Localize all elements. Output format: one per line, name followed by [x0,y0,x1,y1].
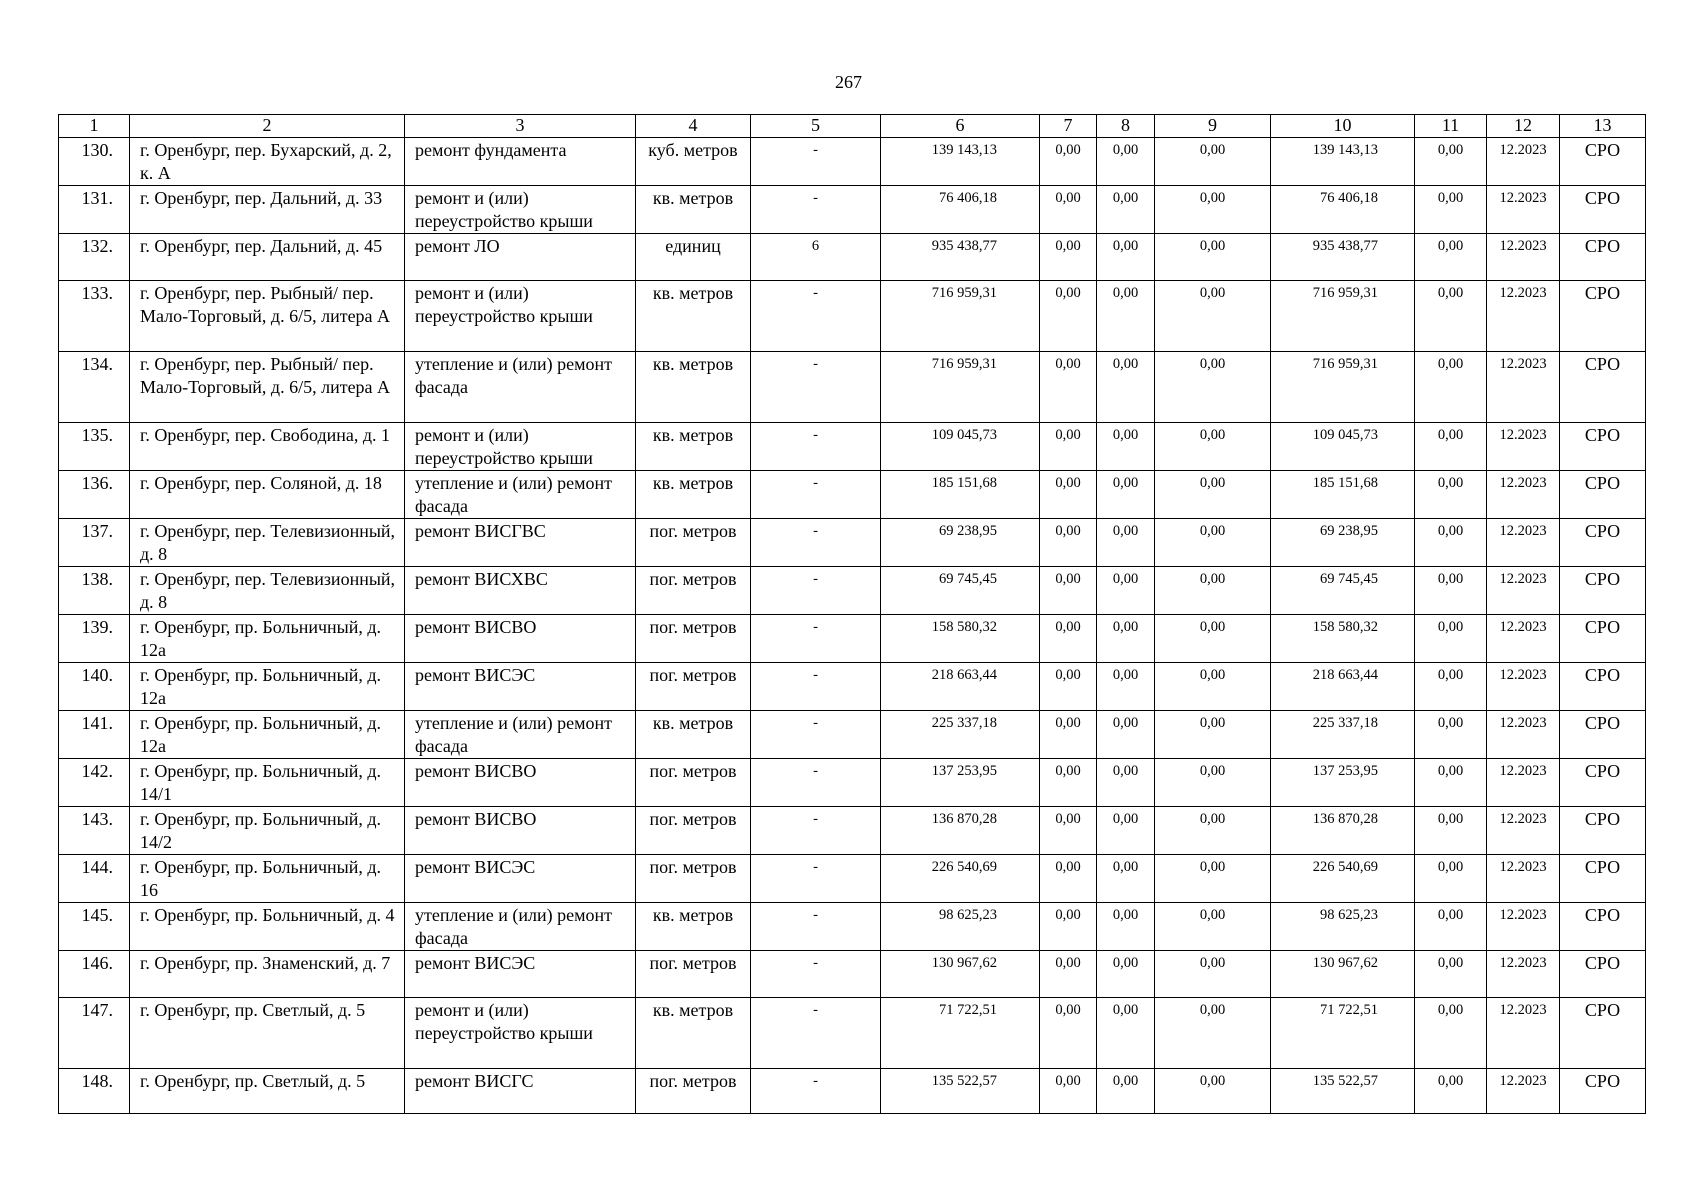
completion-date-cell: 12.2023 [1487,855,1560,903]
fund-cell: 0,00 [1097,855,1155,903]
row-number: 145. [59,903,130,951]
fund-cell: 0,00 [1097,998,1155,1069]
total-cost-cell: 130 967,62 [881,951,1040,998]
fund-cell: 0,00 [1040,519,1097,567]
regional-fund-cell: 109 045,73 [1271,423,1415,471]
owner-funds-cell: 0,00 [1415,138,1487,186]
regional-fund-cell: 139 143,13 [1271,138,1415,186]
unit-cell: кв. метров [636,423,751,471]
fund-cell: 0,00 [1040,234,1097,281]
address-cell: г. Оренбург, пр. Больничный, д. 4 [130,903,405,951]
column-header: 1 [59,115,130,138]
quantity-cell: - [751,615,881,663]
regional-fund-cell: 158 580,32 [1271,615,1415,663]
work-schedule-table [58,114,1646,1114]
work-type-cell: ремонт и (или) переустройство крыши [405,998,636,1069]
table-row [59,711,1646,759]
total-cost-cell: 218 663,44 [881,663,1040,711]
work-type-cell: утепление и (или) ремонт фасада [405,471,636,519]
fund-cell: 0,00 [1040,711,1097,759]
total-cost-cell: 98 625,23 [881,903,1040,951]
address-cell: г. Оренбург, пер. Телевизионный, д. 8 [130,567,405,615]
regional-fund-cell: 137 253,95 [1271,759,1415,807]
regional-fund-cell: 69 238,95 [1271,519,1415,567]
total-cost-cell: 225 337,18 [881,711,1040,759]
row-number: 132. [59,234,130,281]
table-row [59,1069,1646,1114]
total-cost-cell: 139 143,13 [881,138,1040,186]
fund-cell: 0,00 [1155,234,1271,281]
completion-date-cell: 12.2023 [1487,471,1560,519]
table-row [59,998,1646,1069]
address-cell: г. Оренбург, пер. Рыбный/ пер. Мало-Торговый, д. 6/5, литера А [130,281,405,352]
row-number: 148. [59,1069,130,1114]
table-row [59,234,1646,281]
unit-cell: пог. метров [636,951,751,998]
page-number: 267 [835,72,862,92]
work-type-cell: ремонт ВИСЭС [405,663,636,711]
quantity-cell: - [751,663,881,711]
fund-cell: 0,00 [1097,519,1155,567]
fund-cell: 0,00 [1097,951,1155,998]
work-type-cell: ремонт и (или) переустройство крыши [405,281,636,352]
table-row [59,423,1646,471]
completion-date-cell: 12.2023 [1487,663,1560,711]
fund-cell: 0,00 [1155,663,1271,711]
address-cell: г. Оренбург, пр. Больничный, д. 12а [130,615,405,663]
fund-cell: 0,00 [1040,951,1097,998]
owner-funds-cell: 0,00 [1415,855,1487,903]
method-cell: СРО [1560,855,1646,903]
total-cost-cell: 935 438,77 [881,234,1040,281]
method-cell: СРО [1560,567,1646,615]
fund-cell: 0,00 [1097,234,1155,281]
method-cell: СРО [1560,519,1646,567]
table-row [59,352,1646,423]
row-number: 142. [59,759,130,807]
owner-funds-cell: 0,00 [1415,234,1487,281]
total-cost-cell: 137 253,95 [881,759,1040,807]
unit-cell: пог. метров [636,567,751,615]
fund-cell: 0,00 [1097,471,1155,519]
table-row [59,138,1646,186]
table-row [59,615,1646,663]
completion-date-cell: 12.2023 [1487,1069,1560,1114]
regional-fund-cell: 226 540,69 [1271,855,1415,903]
regional-fund-cell: 69 745,45 [1271,567,1415,615]
owner-funds-cell: 0,00 [1415,951,1487,998]
method-cell: СРО [1560,951,1646,998]
work-type-cell: ремонт ВИСХВС [405,567,636,615]
regional-fund-cell: 71 722,51 [1271,998,1415,1069]
fund-cell: 0,00 [1040,471,1097,519]
column-header: 4 [636,115,751,138]
table-row [59,759,1646,807]
quantity-cell: - [751,138,881,186]
regional-fund-cell: 98 625,23 [1271,903,1415,951]
quantity-cell: - [751,759,881,807]
fund-cell: 0,00 [1155,855,1271,903]
quantity-cell: - [751,855,881,903]
column-header: 11 [1415,115,1487,138]
method-cell: СРО [1560,186,1646,234]
quantity-cell: - [751,471,881,519]
fund-cell: 0,00 [1155,951,1271,998]
completion-date-cell: 12.2023 [1487,281,1560,352]
row-number: 139. [59,615,130,663]
fund-cell: 0,00 [1040,759,1097,807]
fund-cell: 0,00 [1097,615,1155,663]
fund-cell: 0,00 [1097,663,1155,711]
owner-funds-cell: 0,00 [1415,711,1487,759]
fund-cell: 0,00 [1155,807,1271,855]
address-cell: г. Оренбург, пр. Больничный, д. 14/1 [130,759,405,807]
table-row [59,471,1646,519]
method-cell: СРО [1560,1069,1646,1114]
total-cost-cell: 716 959,31 [881,352,1040,423]
work-type-cell: ремонт и (или) переустройство крыши [405,423,636,471]
fund-cell: 0,00 [1040,281,1097,352]
address-cell: г. Оренбург, пер. Дальний, д. 33 [130,186,405,234]
row-number: 136. [59,471,130,519]
completion-date-cell: 12.2023 [1487,519,1560,567]
fund-cell: 0,00 [1155,519,1271,567]
owner-funds-cell: 0,00 [1415,1069,1487,1114]
work-type-cell: утепление и (или) ремонт фасада [405,711,636,759]
fund-cell: 0,00 [1155,471,1271,519]
row-number: 134. [59,352,130,423]
unit-cell: кв. метров [636,711,751,759]
owner-funds-cell: 0,00 [1415,807,1487,855]
row-number: 143. [59,807,130,855]
regional-fund-cell: 716 959,31 [1271,281,1415,352]
unit-cell: пог. метров [636,663,751,711]
quantity-cell: - [751,807,881,855]
quantity-cell: - [751,281,881,352]
owner-funds-cell: 0,00 [1415,615,1487,663]
total-cost-cell: 69 238,95 [881,519,1040,567]
fund-cell: 0,00 [1097,711,1155,759]
fund-cell: 0,00 [1040,352,1097,423]
fund-cell: 0,00 [1097,903,1155,951]
completion-date-cell: 12.2023 [1487,186,1560,234]
regional-fund-cell: 225 337,18 [1271,711,1415,759]
column-header: 6 [881,115,1040,138]
quantity-cell: - [751,711,881,759]
method-cell: СРО [1560,471,1646,519]
method-cell: СРО [1560,234,1646,281]
completion-date-cell: 12.2023 [1487,998,1560,1069]
table-row [59,186,1646,234]
method-cell: СРО [1560,423,1646,471]
completion-date-cell: 12.2023 [1487,759,1560,807]
total-cost-cell: 76 406,18 [881,186,1040,234]
regional-fund-cell: 716 959,31 [1271,352,1415,423]
method-cell: СРО [1560,998,1646,1069]
regional-fund-cell: 185 151,68 [1271,471,1415,519]
method-cell: СРО [1560,903,1646,951]
fund-cell: 0,00 [1155,138,1271,186]
work-type-cell: ремонт и (или) переустройство крыши [405,186,636,234]
work-type-cell: ремонт ВИСЭС [405,951,636,998]
owner-funds-cell: 0,00 [1415,998,1487,1069]
unit-cell: единиц [636,234,751,281]
fund-cell: 0,00 [1040,903,1097,951]
completion-date-cell: 12.2023 [1487,903,1560,951]
unit-cell: кв. метров [636,471,751,519]
work-type-cell: утепление и (или) ремонт фасада [405,903,636,951]
table-row [59,663,1646,711]
total-cost-cell: 69 745,45 [881,567,1040,615]
method-cell: СРО [1560,352,1646,423]
address-cell: г. Оренбург, пр. Светлый, д. 5 [130,1069,405,1114]
total-cost-cell: 135 522,57 [881,1069,1040,1114]
unit-cell: куб. метров [636,138,751,186]
work-type-cell: ремонт ЛО [405,234,636,281]
fund-cell: 0,00 [1040,855,1097,903]
quantity-cell: - [751,519,881,567]
column-header: 3 [405,115,636,138]
completion-date-cell: 12.2023 [1487,711,1560,759]
row-number: 133. [59,281,130,352]
fund-cell: 0,00 [1097,138,1155,186]
completion-date-cell: 12.2023 [1487,138,1560,186]
unit-cell: кв. метров [636,281,751,352]
fund-cell: 0,00 [1155,615,1271,663]
fund-cell: 0,00 [1097,807,1155,855]
work-type-cell: ремонт ВИСГС [405,1069,636,1114]
fund-cell: 0,00 [1097,759,1155,807]
quantity-cell: - [751,352,881,423]
address-cell: г. Оренбург, пер. Свободина, д. 1 [130,423,405,471]
row-number: 138. [59,567,130,615]
quantity-cell: 6 [751,234,881,281]
unit-cell: кв. метров [636,352,751,423]
regional-fund-cell: 130 967,62 [1271,951,1415,998]
owner-funds-cell: 0,00 [1415,759,1487,807]
fund-cell: 0,00 [1040,615,1097,663]
work-type-cell: ремонт ВИСВО [405,807,636,855]
column-header: 13 [1560,115,1646,138]
owner-funds-cell: 0,00 [1415,423,1487,471]
column-header: 12 [1487,115,1560,138]
owner-funds-cell: 0,00 [1415,471,1487,519]
column-header: 9 [1155,115,1271,138]
total-cost-cell: 109 045,73 [881,423,1040,471]
fund-cell: 0,00 [1097,186,1155,234]
regional-fund-cell: 935 438,77 [1271,234,1415,281]
row-number: 135. [59,423,130,471]
table-row [59,519,1646,567]
table-row [59,567,1646,615]
total-cost-cell: 158 580,32 [881,615,1040,663]
unit-cell: кв. метров [636,186,751,234]
row-number: 144. [59,855,130,903]
column-header: 5 [751,115,881,138]
unit-cell: пог. метров [636,807,751,855]
quantity-cell: - [751,1069,881,1114]
fund-cell: 0,00 [1155,759,1271,807]
method-cell: СРО [1560,711,1646,759]
table-row [59,903,1646,951]
completion-date-cell: 12.2023 [1487,807,1560,855]
address-cell: г. Оренбург, пер. Рыбный/ пер. Мало-Торговый, д. 6/5, литера А [130,352,405,423]
owner-funds-cell: 0,00 [1415,352,1487,423]
fund-cell: 0,00 [1040,998,1097,1069]
fund-cell: 0,00 [1040,138,1097,186]
regional-fund-cell: 218 663,44 [1271,663,1415,711]
fund-cell: 0,00 [1155,998,1271,1069]
fund-cell: 0,00 [1155,567,1271,615]
unit-cell: пог. метров [636,519,751,567]
total-cost-cell: 71 722,51 [881,998,1040,1069]
fund-cell: 0,00 [1155,1069,1271,1114]
quantity-cell: - [751,998,881,1069]
address-cell: г. Оренбург, пр. Больничный, д. 12а [130,711,405,759]
completion-date-cell: 12.2023 [1487,951,1560,998]
fund-cell: 0,00 [1097,567,1155,615]
column-header: 10 [1271,115,1415,138]
address-cell: г. Оренбург, пр. Знаменский, д. 7 [130,951,405,998]
row-number: 146. [59,951,130,998]
work-type-cell: ремонт ВИСВО [405,615,636,663]
quantity-cell: - [751,186,881,234]
fund-cell: 0,00 [1155,423,1271,471]
address-cell: г. Оренбург, пр. Светлый, д. 5 [130,998,405,1069]
unit-cell: кв. метров [636,903,751,951]
method-cell: СРО [1560,807,1646,855]
regional-fund-cell: 76 406,18 [1271,186,1415,234]
owner-funds-cell: 0,00 [1415,663,1487,711]
completion-date-cell: 12.2023 [1487,615,1560,663]
total-cost-cell: 185 151,68 [881,471,1040,519]
completion-date-cell: 12.2023 [1487,234,1560,281]
owner-funds-cell: 0,00 [1415,186,1487,234]
work-type-cell: ремонт ВИСГВС [405,519,636,567]
table-body [59,138,1646,1114]
row-number: 140. [59,663,130,711]
fund-cell: 0,00 [1097,281,1155,352]
total-cost-cell: 716 959,31 [881,281,1040,352]
regional-fund-cell: 136 870,28 [1271,807,1415,855]
quantity-cell: - [751,423,881,471]
address-cell: г. Оренбург, пер. Дальний, д. 45 [130,234,405,281]
address-cell: г. Оренбург, пер. Бухарский, д. 2, к. А [130,138,405,186]
address-cell: г. Оренбург, пр. Больничный, д. 12а [130,663,405,711]
completion-date-cell: 12.2023 [1487,567,1560,615]
quantity-cell: - [751,567,881,615]
fund-cell: 0,00 [1040,567,1097,615]
unit-cell: пог. метров [636,759,751,807]
unit-cell: пог. метров [636,855,751,903]
quantity-cell: - [751,903,881,951]
fund-cell: 0,00 [1040,186,1097,234]
quantity-cell: - [751,951,881,998]
owner-funds-cell: 0,00 [1415,903,1487,951]
row-number: 141. [59,711,130,759]
method-cell: СРО [1560,663,1646,711]
unit-cell: пог. метров [636,615,751,663]
fund-cell: 0,00 [1155,186,1271,234]
total-cost-cell: 226 540,69 [881,855,1040,903]
method-cell: СРО [1560,281,1646,352]
method-cell: СРО [1560,759,1646,807]
fund-cell: 0,00 [1097,1069,1155,1114]
method-cell: СРО [1560,138,1646,186]
fund-cell: 0,00 [1155,711,1271,759]
row-number: 130. [59,138,130,186]
completion-date-cell: 12.2023 [1487,352,1560,423]
table-row [59,951,1646,998]
row-number: 131. [59,186,130,234]
table-row [59,855,1646,903]
fund-cell: 0,00 [1097,423,1155,471]
method-cell: СРО [1560,615,1646,663]
table-row [59,807,1646,855]
column-header: 2 [130,115,405,138]
work-type-cell: ремонт ВИСЭС [405,855,636,903]
work-type-cell: утепление и (или) ремонт фасада [405,352,636,423]
owner-funds-cell: 0,00 [1415,281,1487,352]
address-cell: г. Оренбург, пер. Соляной, д. 18 [130,471,405,519]
address-cell: г. Оренбург, пр. Больничный, д. 16 [130,855,405,903]
fund-cell: 0,00 [1155,352,1271,423]
fund-cell: 0,00 [1040,423,1097,471]
owner-funds-cell: 0,00 [1415,519,1487,567]
completion-date-cell: 12.2023 [1487,423,1560,471]
work-type-cell: ремонт фундамента [405,138,636,186]
address-cell: г. Оренбург, пер. Телевизионный, д. 8 [130,519,405,567]
column-number-row [59,115,1646,138]
unit-cell: кв. метров [636,998,751,1069]
table-row [59,281,1646,352]
address-cell: г. Оренбург, пр. Больничный, д. 14/2 [130,807,405,855]
column-header: 8 [1097,115,1155,138]
fund-cell: 0,00 [1155,903,1271,951]
column-header: 7 [1040,115,1097,138]
fund-cell: 0,00 [1040,1069,1097,1114]
total-cost-cell: 136 870,28 [881,807,1040,855]
fund-cell: 0,00 [1040,807,1097,855]
fund-cell: 0,00 [1097,352,1155,423]
row-number: 137. [59,519,130,567]
unit-cell: пог. метров [636,1069,751,1114]
row-number: 147. [59,998,130,1069]
fund-cell: 0,00 [1155,281,1271,352]
regional-fund-cell: 135 522,57 [1271,1069,1415,1114]
owner-funds-cell: 0,00 [1415,567,1487,615]
work-type-cell: ремонт ВИСВО [405,759,636,807]
fund-cell: 0,00 [1040,663,1097,711]
